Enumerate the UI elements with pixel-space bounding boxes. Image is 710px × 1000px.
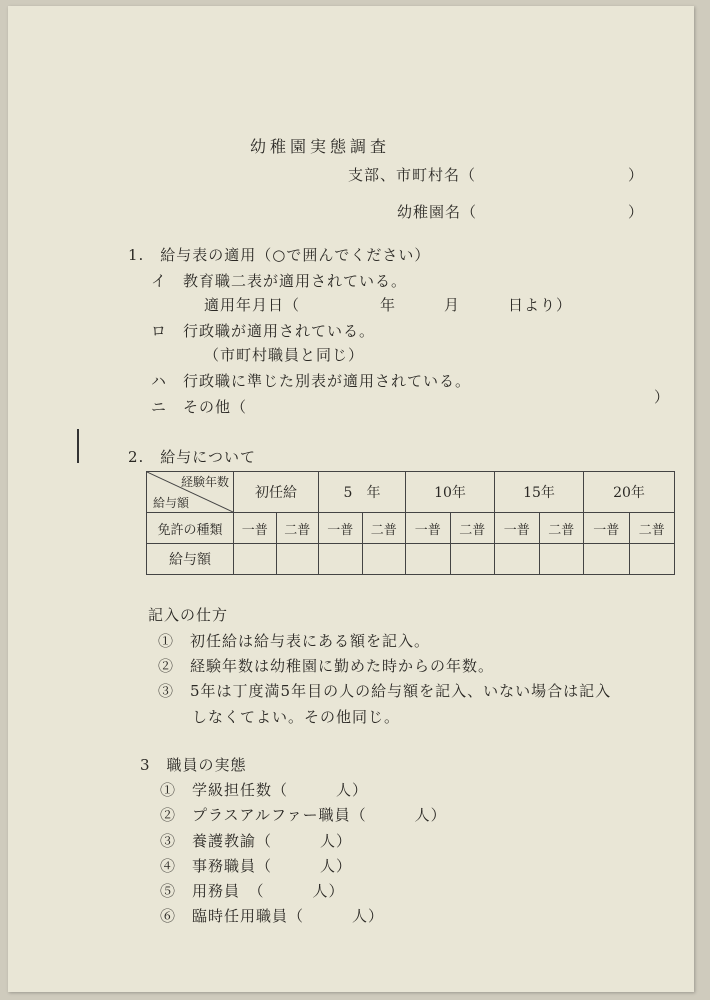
- section1-option-i: イ 教育職二表が適用されている。: [151, 272, 408, 290]
- license-type-cell: 一普: [495, 513, 540, 544]
- section1-option-ro: ロ 行政職が適用されている。: [151, 322, 376, 340]
- corner-experience-label: 経験年数: [180, 475, 229, 489]
- salary-input-cell[interactable]: [629, 544, 675, 575]
- salary-input-cell[interactable]: [319, 544, 363, 575]
- salary-input-cell[interactable]: [362, 544, 406, 575]
- document-title: 幼稚園実態調査: [250, 137, 391, 156]
- section1-heading: 1. 給与表の適用（○で囲んでください）: [128, 246, 431, 264]
- section1-option-ni-close: ）: [654, 388, 671, 406]
- kindergarten-name-label: 幼稚園名（: [397, 203, 478, 221]
- instruction-item: ② 経験年数は幼稚園に勤めた時からの年数。: [158, 657, 495, 675]
- kindergarten-name-close: ）: [628, 203, 645, 221]
- instruction-item: ③ 5年は丁度満5年目の人の給与額を記入、いない場合は記入: [158, 682, 612, 700]
- salary-table: [146, 471, 675, 575]
- column-header-5y: 5 年: [319, 472, 406, 513]
- column-header-10y: 10年: [406, 472, 495, 513]
- salary-input-cell[interactable]: [539, 544, 584, 575]
- license-type-cell: 一普: [319, 513, 363, 544]
- staff-item: ⑥ 臨時任用職員（ 人）: [160, 907, 385, 925]
- license-type-cell: 二普: [539, 513, 584, 544]
- corner-salary-label: 給与額: [153, 496, 190, 510]
- table-row: [147, 544, 675, 575]
- column-header-initial: 初任給: [234, 472, 319, 513]
- license-type-cell: 二普: [276, 513, 319, 544]
- row-header-salary: 給与額: [147, 544, 234, 575]
- section1-option-ro-note: （市町村職員と同じ）: [204, 346, 365, 364]
- column-header-15y: 15年: [495, 472, 584, 513]
- document-page: [8, 6, 694, 992]
- section1-option-ni: ニ その他（: [151, 398, 248, 416]
- salary-input-cell[interactable]: [495, 544, 540, 575]
- license-type-cell: 二普: [450, 513, 495, 544]
- instruction-item: ① 初任給は給与表にある額を記入。: [158, 632, 431, 650]
- salary-input-cell[interactable]: [276, 544, 319, 575]
- section1-option-ha: ハ 行政職に準じた別表が適用されている。: [151, 372, 472, 390]
- staff-item: ④ 事務職員（ 人）: [160, 857, 353, 875]
- table-row: [147, 513, 675, 544]
- license-type-cell: 一普: [406, 513, 451, 544]
- margin-mark: [77, 429, 79, 463]
- branch-municipality-label: 支部、市町村名（: [348, 166, 477, 184]
- license-type-cell: 二普: [362, 513, 406, 544]
- license-type-cell: 二普: [629, 513, 675, 544]
- salary-input-cell[interactable]: [234, 544, 277, 575]
- staff-item: ① 学級担任数（ 人）: [160, 781, 369, 799]
- instruction-item-continuation: しなくてよい。その他同じ。: [192, 708, 401, 726]
- salary-input-cell[interactable]: [450, 544, 495, 575]
- section3-heading: 3 職員の実態: [140, 756, 247, 774]
- section2-heading: 2. 給与について: [128, 448, 257, 466]
- staff-item: ③ 養護教諭（ 人）: [160, 832, 353, 850]
- salary-input-cell[interactable]: [584, 544, 630, 575]
- license-type-cell: 一普: [234, 513, 277, 544]
- table-row: [147, 472, 675, 513]
- staff-item: ⑤ 用務員 （ 人）: [160, 882, 345, 900]
- column-header-20y: 20年: [584, 472, 675, 513]
- license-type-cell: 一普: [584, 513, 630, 544]
- section1-option-i-date: 適用年月日（ 年 月 日より）: [204, 296, 573, 314]
- table-corner-cell: [147, 472, 234, 513]
- branch-municipality-close: ）: [628, 166, 645, 184]
- instructions-heading: 記入の仕方: [148, 606, 229, 624]
- row-header-license: 免許の種類: [147, 513, 234, 544]
- staff-item: ② プラスアルファー職員（ 人）: [160, 806, 447, 824]
- salary-input-cell[interactable]: [406, 544, 451, 575]
